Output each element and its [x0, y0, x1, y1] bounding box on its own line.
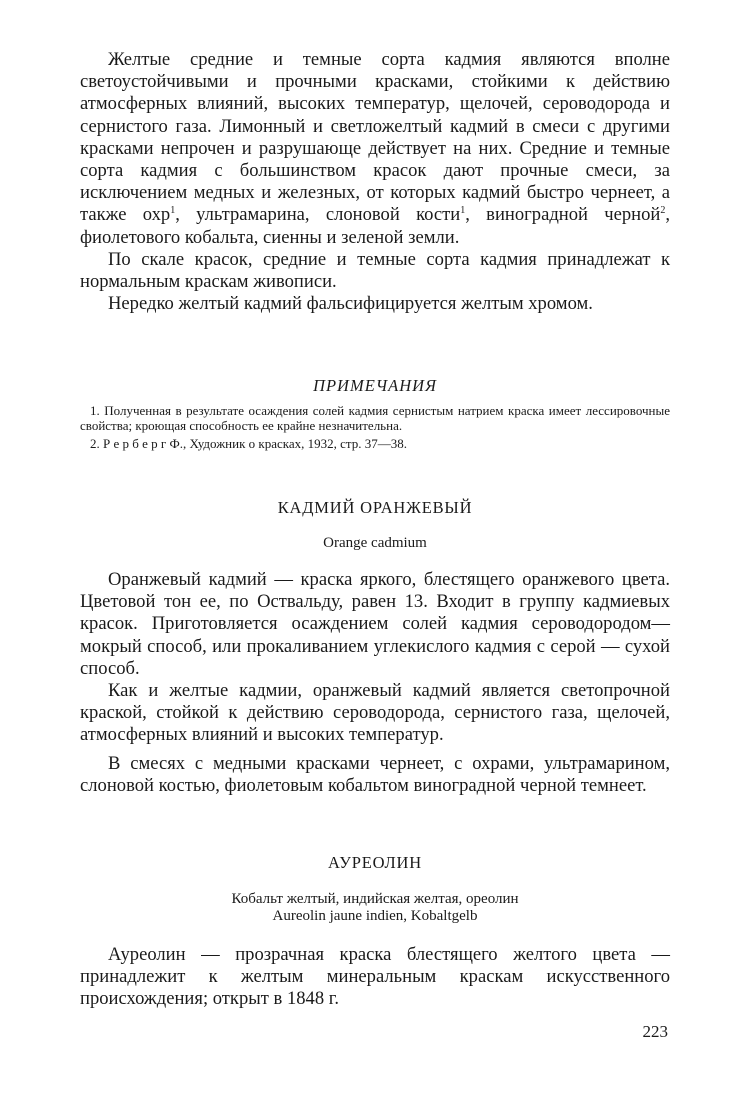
- note-item: 2. Р е р б е р г Ф., Художник о красках, 1932, стр. 37—38.: [90, 436, 408, 452]
- paragraph-text: , виноградной черной: [465, 204, 661, 226]
- paragraph-falsification: Нередко желтый кадмий фальсифицируется желтым хромом.: [108, 293, 593, 315]
- footnote-mark: 1: [460, 205, 466, 217]
- paragraph-orange-description: Оранжевый кадмий — краска яркого, блестящего оранжевого цвета. Цветовой тон ее, по Оствальду, равен 13. Входит в группу кадмиевых красок. Приготовляется осаждением солей кадмия сероводородом—мокрый способ, или прокаливанием углекислого кадмия с серой — сухой способ.: [80, 569, 670, 679]
- note-item: 1. Полученная в результате осаждения солей кадмия сернистым натрием краска имеет лессировочные свойства; кроющая способность ее крайне незначительна.: [80, 403, 670, 433]
- paragraph-text: Желтые средние и темные сорта кадмия являются вполне светоустойчивыми и прочными красками, стойкими к действию атмосферных влияний, высоких температур, щелочей, сероводорода и сернистого газа. Лимонный и светложелтый кадмий в смеси с другими красками непрочен и разрушающе действует на них. Средние и темные сорта кадмия с большинством красок дают прочные смеси, за исключением медных и железных, от которых кадмий быстро чернеет, а также охр: [80, 49, 670, 226]
- section-subtitle: Aureolin jaune indien, Kobaltgelb: [272, 908, 478, 924]
- section-subtitle: Кобальт желтый, индийская желтая, ореолин: [231, 891, 519, 907]
- paragraph-orange-mixtures: В смесях с медными красками чернеет, с охрами, ультрамарином, слоновой костью, фиолетовым кобальтом виноградной черной темнеет.: [80, 752, 670, 796]
- page-number: 223: [642, 1022, 668, 1041]
- notes-list: [80, 404, 670, 452]
- paragraph-text: , фиолетового кобальта, сиенны и зеленой земли.: [80, 204, 671, 248]
- paragraph-text: , ультрамарина, слоновой кости: [175, 204, 461, 226]
- section-subtitle: Orange cadmium: [323, 535, 427, 551]
- footnote-mark: 2: [660, 205, 666, 217]
- footnote-mark: 1: [170, 205, 176, 217]
- section-title: АУРЕОЛИН: [328, 853, 422, 872]
- section-title: КАДМИЙ ОРАНЖЕВЫЙ: [277, 498, 473, 517]
- section-aureolin: [80, 944, 670, 1011]
- top-paragraphs: [80, 49, 670, 315]
- notes-title: ПРИМЕЧАНИЯ: [313, 376, 437, 395]
- paragraph-orange-durability: Как и желтые кадмии, оранжевый кадмий является светопрочной краской, стойкой к действию сероводорода, сернистого газа, щелочей, атмосферных влияний и высоких температур.: [80, 680, 670, 746]
- paragraph-aureolin-description: Ауреолин — прозрачная краска блестящего желтого цвета — принадлежит к желтым минеральным краскам искусственного происхождения; открыт в 1848 г.: [80, 944, 670, 1010]
- paragraph-cadmium-durability: [80, 49, 670, 249]
- paragraph-color-scale: По скале красок, средние и темные сорта кадмия принадлежат к нормальным краскам живописи.: [80, 248, 670, 293]
- section-orange-cadmium: [80, 569, 670, 797]
